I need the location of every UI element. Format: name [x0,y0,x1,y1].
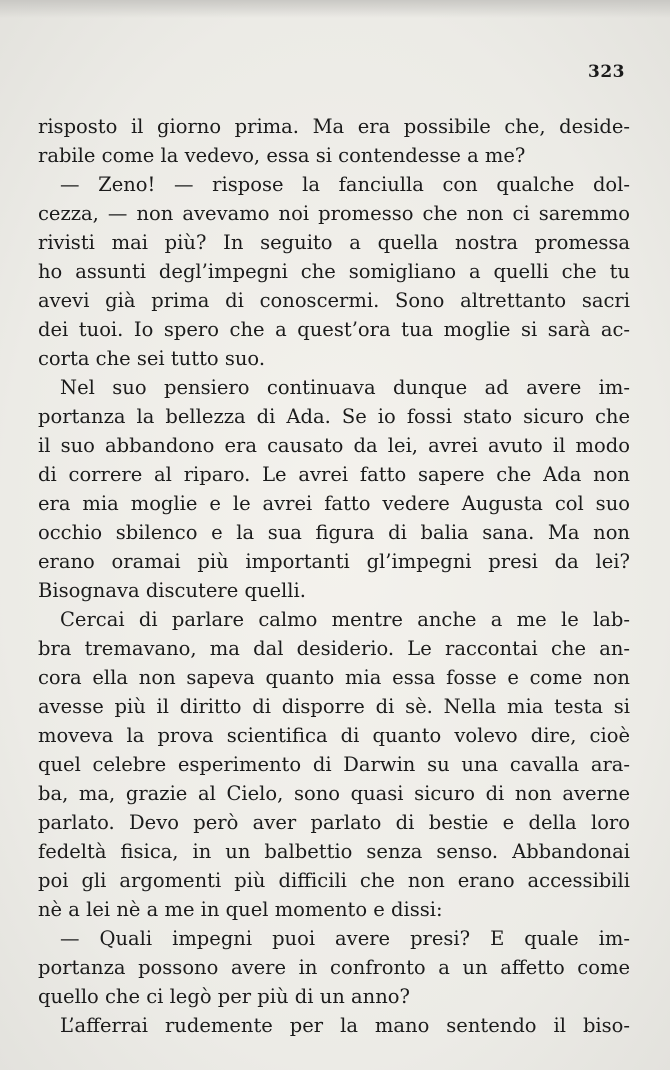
text-line: rabile come la vedevo, essa si contendesse a me? [38,144,526,167]
text-line: portanza possono avere in confronto a un affetto come [38,956,630,979]
text-line: — Quali impegni puoi avere presi? E quale im- [60,927,630,950]
body-text [38,112,630,1040]
text-line: cezza, — non avevamo noi promesso che non ci saremmo [38,202,630,225]
text-line: quel celebre esperimento di Darwin su una cavalla ara- [38,753,630,776]
text-line: era mia moglie e le avrei fatto vedere Augusta col suo [38,492,630,515]
text-line: il suo abbandono era causato da lei, avrei avuto il modo [38,434,630,457]
text-line: corta che sei tutto suo. [38,347,266,370]
text-line: rivisti mai più? In seguito a quella nostra promessa [38,231,630,254]
text-line: fedeltà fisica, in un balbettio senza senso. Abbandonai [38,840,630,863]
text-line: ba, ma, grazie al Cielo, sono quasi sicuro di non averne [38,782,630,805]
text-line: — Zeno! — rispose la fanciulla con qualche dol- [60,173,630,196]
text-line: portanza la bellezza di Ada. Se io fossi stato sicuro che [38,405,630,428]
text-line: bra tremavano, ma dal desiderio. Le raccontai che an- [38,637,630,660]
text-line: parlato. Devo però aver parlato di bestie e della loro [38,811,630,834]
text-line: erano oramai più importanti gl’impegni presi da lei? [38,550,630,573]
text-line: risposto il giorno prima. Ma era possibile che, deside- [38,115,630,138]
text-line: nè a lei nè a me in quel momento e dissi: [38,898,443,921]
page-number: 323 [588,62,625,82]
text-line: Cercai di parlare calmo mentre anche a me le lab- [60,608,630,631]
page-top-edge [0,0,670,18]
text-line: Nel suo pensiero continuava dunque ad avere im- [60,376,630,399]
text-line: avesse più il diritto di disporre di sè. Nella mia testa si [38,695,630,718]
text-line: cora ella non sapeva quanto mia essa fosse e come non [38,666,630,689]
text-line: poi gli argomenti più difficili che non erano accessibili [38,869,630,892]
text-line: moveva la prova scientifica di quanto volevo dire, cioè [38,724,630,747]
text-line: quello che ci legò per più di un anno? [38,985,410,1008]
text-line: ho assunti degl’impegni che somigliano a quelli che tu [38,260,630,283]
text-line: dei tuoi. Io spero che a quest’ora tua moglie si sarà ac- [38,318,630,341]
text-line: di correre al riparo. Le avrei fatto sapere che Ada non [38,463,630,486]
text-line: avevi già prima di conoscermi. Sono altrettanto sacri [38,289,630,312]
text-line: L’afferrai rudemente per la mano sentendo il biso- [60,1014,630,1037]
text-line: occhio sbilenco e la sua figura di balia sana. Ma non [38,521,630,544]
text-line: Bisognava discutere quelli. [38,579,306,602]
